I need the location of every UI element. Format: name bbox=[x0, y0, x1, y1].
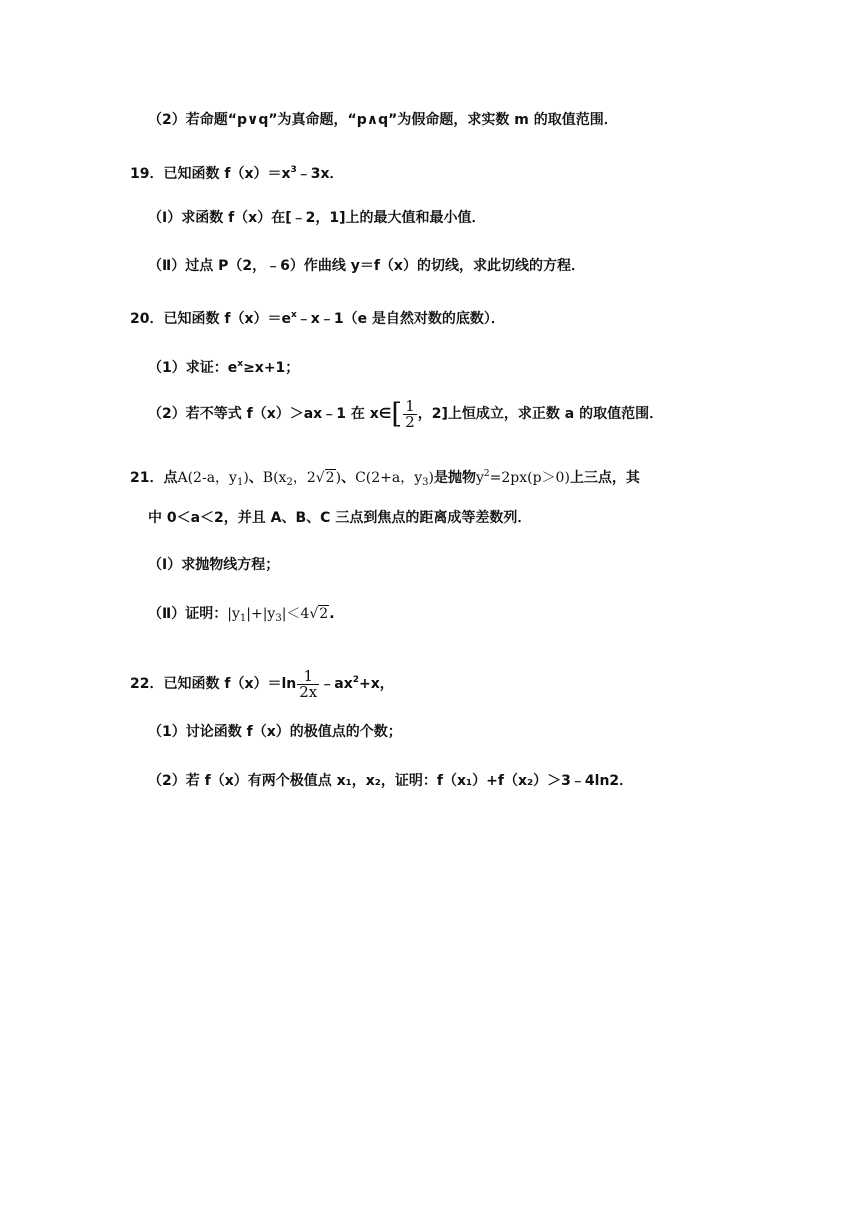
q20-part2-tail: ，2]上恒成立，求正数 a 的取值范围． bbox=[417, 406, 664, 422]
q20-stem: 20．已知函数 $f(x)=e^x﹣x﹣1(e$ 是自然对数的底数）． bbox=[130, 310, 505, 327]
q21-part2: （Ⅱ）证明：$|y_1|+|y_3|<4√2$. bbox=[148, 606, 335, 624]
q21-parabola: $y^2=2px(p>0)$ bbox=[475, 469, 570, 486]
q22-fraction bbox=[297, 666, 319, 701]
q20-part1-tail: ≥x+1； bbox=[243, 360, 300, 376]
q20-part1: （1）求证：$e^x\ge x+1$； bbox=[148, 359, 300, 376]
q22-part2: （2）若 f（x）有两个极值点 x₁，x₂，证明：f（x₁）+f（x₂）＞3﹣4ln2． bbox=[148, 773, 634, 789]
q19-label: 19．已知函数 f（x）＝x bbox=[130, 166, 291, 182]
q22-part1: （1）讨论函数 f（x）的极值点的个数； bbox=[148, 724, 402, 740]
q20-fraction bbox=[403, 396, 417, 431]
q22-frac-den: 2x bbox=[299, 682, 318, 701]
q18-part2: （2）若命题“p∨q”为真命题，“p∧q”为假命题，求实数 m 的取值范围． bbox=[148, 112, 618, 128]
q20-part1-label: （1）求证：e bbox=[148, 360, 238, 376]
q21-num: 21． bbox=[130, 470, 164, 486]
q21-inequality: $|y_1|+|y_3|<4√2$ bbox=[227, 606, 329, 624]
q21-point-c: C(2+a，$y_3$) bbox=[355, 470, 434, 488]
q22-label: 22．已知函数 f（x）＝ln bbox=[130, 676, 297, 692]
q19-tail: ﹣3x． bbox=[296, 166, 344, 182]
q21-part2-label: （Ⅱ）证明： bbox=[148, 606, 228, 622]
q20-part2-label: （2）若不等式 f（x）＞ax﹣1 在 x∈ bbox=[148, 406, 392, 422]
q20-frac-den: 2 bbox=[405, 412, 415, 431]
q21-pre: 点 bbox=[163, 470, 178, 486]
q22-tail: ﹣ax bbox=[320, 676, 353, 692]
q19-part2: （Ⅱ）过点 P（2，﹣6）作曲线 y＝f（x）的切线，求此切线的方程． bbox=[148, 258, 585, 274]
q21-point-b: $B(x_2$，2√2) bbox=[262, 470, 342, 488]
q22-frac-num: 1 bbox=[297, 669, 319, 685]
q20-frac-num: 1 bbox=[405, 396, 415, 415]
q22-stem: 22．已知函数 f（x）＝ln $\frac{1}{2x}$ $﹣ax^2+x$， bbox=[130, 666, 394, 701]
q21-stem: 21．点A(2-a，$y_1$)、$B(x_2$，2√2)、C(2+a，$y_3$)是抛物$y^2=2px(p>0)$上三点，其 bbox=[130, 469, 640, 488]
q21-point-a: A(2-a，$y_1$) bbox=[177, 470, 249, 488]
q21-line2: 中 0＜a＜2，并且 A、B、C 三点到焦点的距离成等差数列． bbox=[148, 510, 532, 526]
q22-tail2: +x， bbox=[359, 676, 394, 692]
q20-tail: ﹣x﹣1（e 是自然对数的底数）． bbox=[296, 311, 505, 327]
q20-part2: （2）若不等式 f（x）＞ax﹣1 在 x∈[ $\frac{1}{2}$ ，2]上恒成立，求正数 a 的取值范围． bbox=[148, 396, 664, 431]
q21-after: 上三点，其 bbox=[569, 470, 640, 486]
q19-stem: 19．已知函数 $f(x)=x^3﹣3x$． bbox=[130, 165, 344, 182]
q21-between: 是抛物 bbox=[433, 470, 476, 486]
q19-part1: （Ⅰ）求函数 f（x）在[﹣2，1]上的最大值和最小值． bbox=[148, 210, 486, 226]
q20-label: 20．已知函数 f（x）＝e bbox=[130, 311, 291, 327]
q21-part1: （Ⅰ）求抛物线方程； bbox=[148, 557, 280, 573]
